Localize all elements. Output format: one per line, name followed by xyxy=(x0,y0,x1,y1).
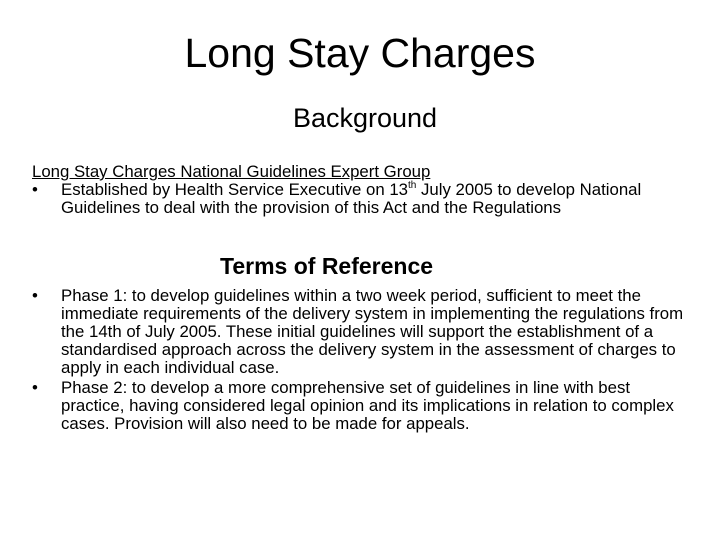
phase-1-bullet xyxy=(32,287,692,377)
expert-group-heading: Long Stay Charges National Guidelines Expert Group xyxy=(32,162,431,181)
bullet-text-start: Established by Health Service Executive on 13 xyxy=(61,180,409,199)
bullet-marker: • xyxy=(32,286,38,305)
bullet-text-superscript: th xyxy=(408,180,417,191)
slide-title: Long Stay Charges xyxy=(184,30,536,76)
phase-2-bullet xyxy=(32,379,692,433)
terms-of-reference-heading: Terms of Reference xyxy=(220,253,434,279)
expert-group-section xyxy=(32,163,692,217)
expert-group-bullet xyxy=(32,181,692,217)
bullet-marker: • xyxy=(32,378,38,397)
phase-2-text: Phase 2: to develop a more comprehensive set of guidelines in line with best practice, having considered legal opinion and its implications in relation to complex cases. Provision will also need to be made for appeals. xyxy=(61,378,674,433)
bullet-marker: • xyxy=(32,180,38,199)
terms-of-reference-section xyxy=(32,287,692,433)
phase-1-text: Phase 1: to develop guidelines within a two week period, sufficient to meet the immediate requirements of the delivery system in implementing the regulations from the 14th of July 2005. These initial guidelines will support the establishment of a standardised approach across the delivery system in the assessment of charges to apply in each individual case. xyxy=(61,286,684,377)
slide-subtitle xyxy=(0,101,720,135)
slide-subtitle-text: Background xyxy=(292,103,438,133)
bullet-text-rest: develop National Guidelines to deal with the provision of this Act and the Regulations xyxy=(61,180,642,217)
bullet-text-mid: July 2005 to xyxy=(416,180,512,199)
